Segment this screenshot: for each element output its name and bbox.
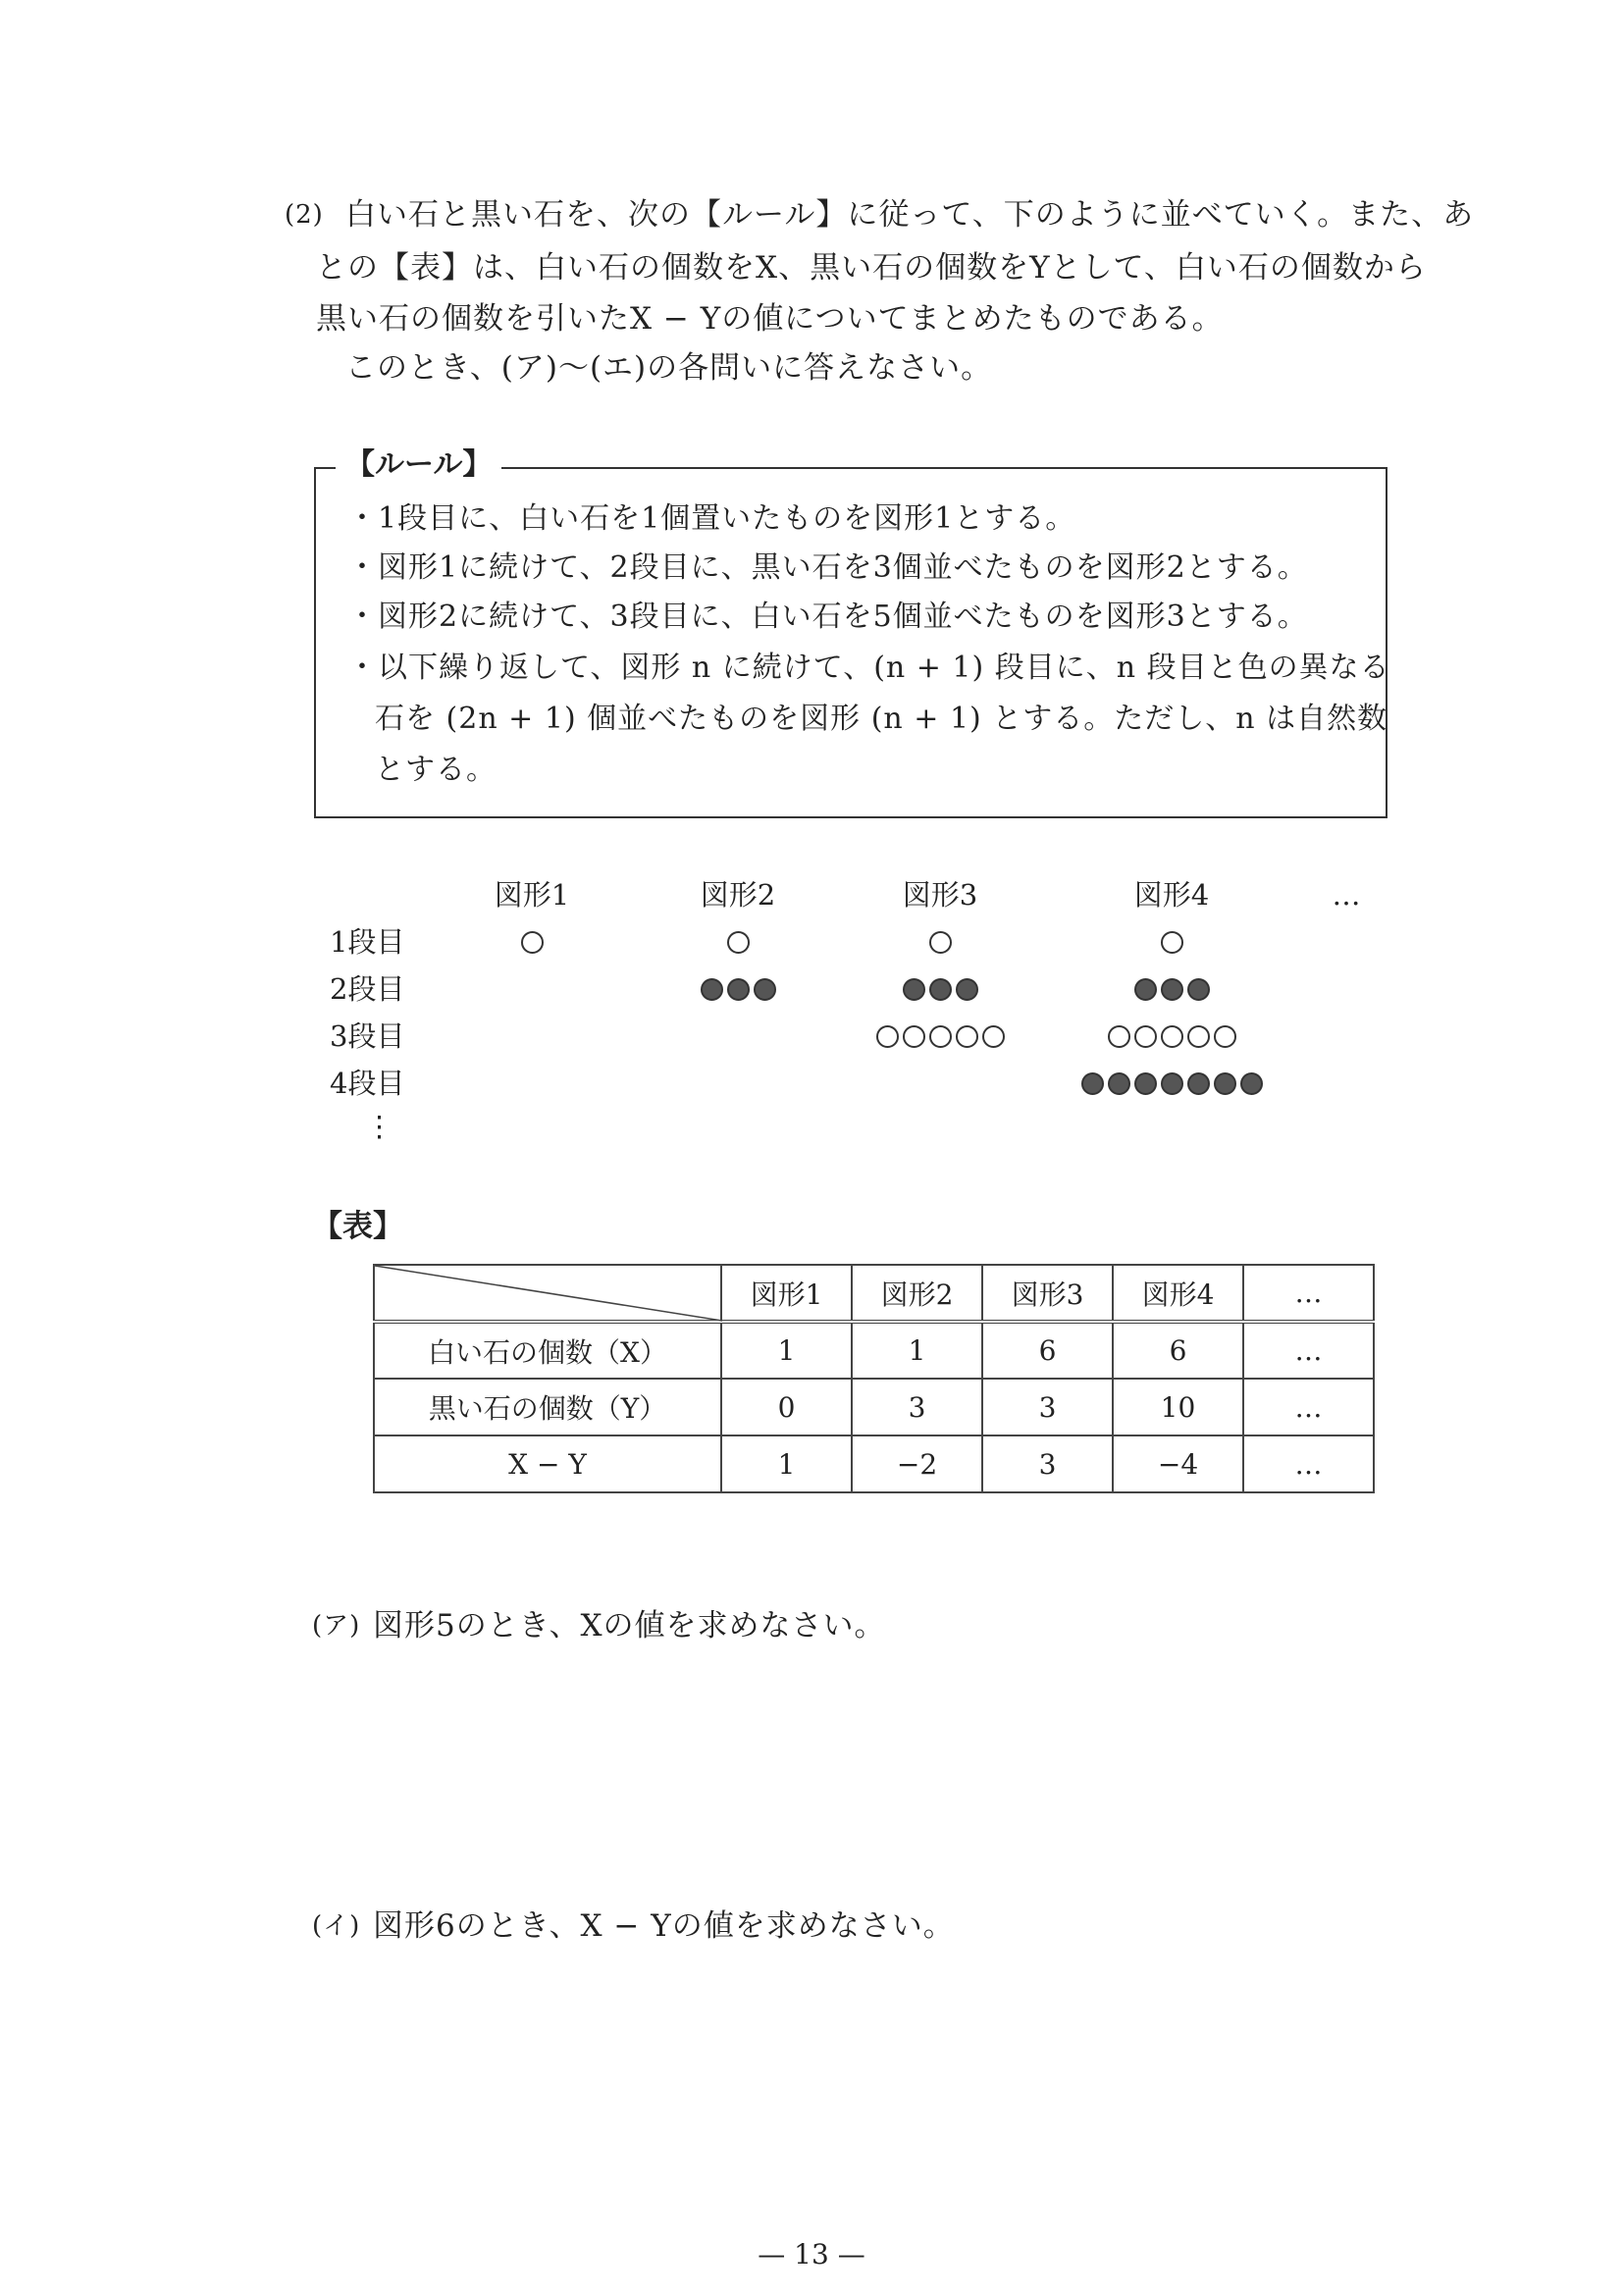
table-cell: … bbox=[1243, 1379, 1374, 1435]
black-stone bbox=[1108, 1072, 1130, 1095]
white-stone bbox=[876, 1025, 899, 1048]
rule-line-4: ・以下繰り返して、図形 n に続けて、(n + 1) 段目に、n 段目と色の異なる bbox=[347, 651, 1390, 685]
diagonal-line bbox=[375, 1266, 722, 1323]
rule-line-3: ・図形2に続けて、3段目に、白い石を5個並べたものを図形3とする。 bbox=[347, 600, 1308, 634]
figure-header-ellipsis: … bbox=[1332, 878, 1361, 912]
table-header-cell: 図形2 bbox=[852, 1265, 982, 1322]
data-table bbox=[373, 1264, 1375, 1493]
black-stone bbox=[903, 978, 925, 1001]
white-stone bbox=[903, 1025, 925, 1048]
question-line-3: 黒い石の個数を引いたX − Yの値についてまとめたものである。 bbox=[316, 301, 1224, 337]
row-label-3: 3段目 bbox=[330, 1019, 405, 1053]
figure-header-1: 図形1 bbox=[494, 878, 570, 912]
figure-header-4: 図形4 bbox=[1133, 878, 1210, 912]
white-stone bbox=[929, 1025, 952, 1048]
black-stone bbox=[1081, 1072, 1104, 1095]
question-number: (2) bbox=[285, 200, 324, 230]
question-line-2: との【表】は、白い石の個数をX、黒い石の個数をYとして、白い石の個数から bbox=[316, 250, 1427, 286]
table-cell: … bbox=[1243, 1322, 1374, 1379]
rule-title: 【ルール】 bbox=[336, 443, 501, 488]
white-stone bbox=[1134, 1025, 1157, 1048]
white-stone bbox=[1187, 1025, 1210, 1048]
table-row-label: 黒い石の個数（Y） bbox=[374, 1379, 721, 1435]
table-cell: −2 bbox=[852, 1435, 982, 1492]
black-stone bbox=[929, 978, 952, 1001]
table-header-cell: 図形3 bbox=[982, 1265, 1113, 1322]
black-stone bbox=[1240, 1072, 1263, 1095]
black-stone bbox=[1161, 978, 1183, 1001]
subquestion-a-label: (ア) bbox=[312, 1611, 361, 1641]
table-row bbox=[374, 1322, 1374, 1379]
black-stone bbox=[956, 978, 978, 1001]
white-stone bbox=[956, 1025, 978, 1048]
row-label-2: 2段目 bbox=[330, 972, 405, 1006]
white-stone bbox=[982, 1025, 1005, 1048]
subquestion-b-label: (イ) bbox=[312, 1911, 361, 1941]
subquestion-a-text: 図形5のとき、Xの値を求めなさい。 bbox=[373, 1608, 886, 1644]
table-cell: −4 bbox=[1113, 1435, 1243, 1492]
figure-header-3: 図形3 bbox=[902, 878, 978, 912]
table-cell: 1 bbox=[721, 1322, 852, 1379]
rule-line-5: 石を (2n + 1) 個並べたものを図形 (n + 1) とする。ただし、n は自然数 bbox=[375, 702, 1388, 736]
white-stone bbox=[929, 931, 952, 954]
table-cell: 0 bbox=[721, 1379, 852, 1435]
black-stone bbox=[1187, 1072, 1210, 1095]
table-cell: 10 bbox=[1113, 1379, 1243, 1435]
black-stone bbox=[1161, 1072, 1183, 1095]
table-header-row bbox=[374, 1265, 1374, 1322]
figure-header-2: 図形2 bbox=[700, 878, 776, 912]
figure4-row3-stones bbox=[1034, 1025, 1309, 1048]
white-stone bbox=[1161, 1025, 1183, 1048]
table-cell: 3 bbox=[982, 1379, 1113, 1435]
table-cell: 1 bbox=[852, 1322, 982, 1379]
black-stone bbox=[1187, 978, 1210, 1001]
subquestion-b-text: 図形6のとき、X − Yの値を求めなさい。 bbox=[373, 1908, 955, 1944]
question-line-4: このとき、(ア)〜(エ)の各問いに答えなさい。 bbox=[345, 350, 993, 386]
white-stone bbox=[727, 931, 750, 954]
table-row bbox=[374, 1435, 1374, 1492]
white-stone bbox=[1108, 1025, 1130, 1048]
table-cell: 3 bbox=[852, 1379, 982, 1435]
rule-line-2: ・図形1に続けて、2段目に、黒い石を3個並べたものを図形2とする。 bbox=[347, 550, 1308, 585]
black-stone bbox=[754, 978, 776, 1001]
rule-line-6: とする。 bbox=[375, 753, 497, 787]
white-stone bbox=[1214, 1025, 1236, 1048]
black-stone bbox=[1214, 1072, 1236, 1095]
white-stone bbox=[521, 931, 544, 954]
table-title: 【表】 bbox=[312, 1209, 403, 1244]
table-row-label: 白い石の個数（X） bbox=[374, 1322, 721, 1379]
table-corner-cell bbox=[374, 1265, 721, 1322]
table-cell: … bbox=[1243, 1435, 1374, 1492]
black-stone bbox=[701, 978, 723, 1001]
figure4-row1-stones bbox=[1034, 931, 1309, 954]
black-stone bbox=[727, 978, 750, 1001]
table-header-cell: 図形4 bbox=[1113, 1265, 1243, 1322]
row-label-vdots: ⋮ bbox=[365, 1110, 393, 1143]
rule-line-1: ・1段目に、白い石を1個置いたものを図形1とする。 bbox=[347, 501, 1076, 536]
question-line-1: 白い石と黒い石を、次の【ルール】に従って、下のように並べていく。また、あ bbox=[345, 197, 1475, 233]
black-stone bbox=[1134, 978, 1157, 1001]
white-stone bbox=[1161, 931, 1183, 954]
row-label-4: 4段目 bbox=[330, 1067, 405, 1100]
figure4-row4-stones bbox=[1034, 1072, 1309, 1095]
table-row bbox=[374, 1379, 1374, 1435]
table-cell: 1 bbox=[721, 1435, 852, 1492]
page-number: — 13 — bbox=[758, 2238, 865, 2270]
figure4-row2-stones bbox=[1034, 978, 1309, 1001]
table-cell: 6 bbox=[1113, 1322, 1243, 1379]
table-cell: 3 bbox=[982, 1435, 1113, 1492]
black-stone bbox=[1134, 1072, 1157, 1095]
table-header-cell: 図形1 bbox=[721, 1265, 852, 1322]
table-row-label: X − Y bbox=[374, 1435, 721, 1492]
table-header-cell: … bbox=[1243, 1265, 1374, 1322]
table-cell: 6 bbox=[982, 1322, 1113, 1379]
row-label-1: 1段目 bbox=[330, 925, 405, 959]
